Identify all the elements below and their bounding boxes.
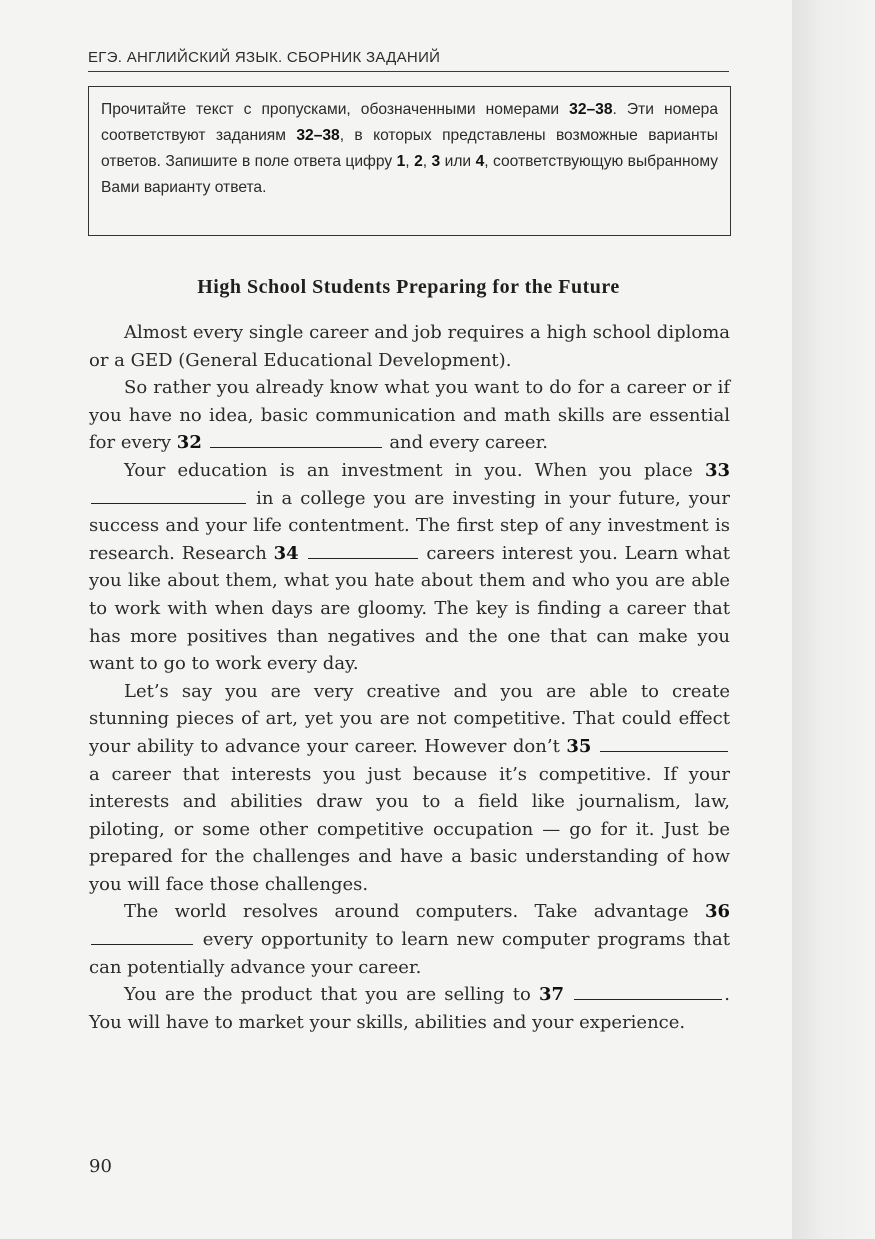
page-number: 90	[89, 1156, 112, 1177]
paragraph-text: Your education is an investment in you. When you place	[124, 459, 705, 481]
paragraph-text: Almost every single career and job requires a high school diploma or a GED (General Educational Development).	[89, 322, 730, 371]
paragraph-text: Let’s say you are very creative and you are able to create stunning pieces of art, yet you are not competitive. That could effect your ability to advance your career. However don’t	[89, 680, 730, 757]
answer-option: 2	[414, 153, 423, 170]
task-range: 32–38	[296, 127, 340, 144]
gap-number-37: 37	[539, 984, 565, 1006]
gap-blank-33	[91, 503, 246, 504]
gap-number-35: 35	[566, 735, 592, 757]
instruction-text: . Эти номера соответствуют заданиям	[101, 101, 718, 144]
instruction-text: , соответствующую выбранному Вами варианту ответа.	[101, 153, 719, 196]
gap-blank-34	[308, 558, 418, 559]
gap-blank-35	[600, 751, 728, 752]
answer-option: 3	[431, 153, 441, 170]
instruction-text: Прочитайте текст с пропусками, обозначенными номерами	[101, 101, 570, 118]
separator: или	[440, 153, 476, 170]
instruction-box	[88, 86, 731, 236]
paragraph	[89, 319, 730, 374]
paragraph	[89, 457, 730, 678]
separator: ,	[422, 153, 432, 170]
gap-blank-37	[574, 999, 722, 1000]
gap-blank-36	[91, 944, 193, 945]
paragraph	[89, 678, 730, 899]
gap-blank-32	[210, 447, 382, 448]
gap-number-32: 32	[176, 432, 202, 454]
task-range: 32–38	[569, 101, 613, 118]
paragraph	[89, 898, 730, 981]
paragraph-text: So rather you already know what you want to do for a career or if you have no idea, basic communication and math skills are essential for every	[89, 377, 730, 454]
answer-option: 4	[475, 153, 485, 170]
paragraph-text: a career that interests you just because it’s competitive. If your interests and abilities draw you to a field like journalism, law, piloting, or some other competitive occupation — go for it. Just be prepared for the challenges and have a basic understanding of how you will face those challenges.	[89, 763, 730, 895]
running-header: ЕГЭ. АНГЛИЙСКИЙ ЯЗЫК. СБОРНИК ЗАДАНИЙ	[88, 49, 441, 66]
paragraph	[89, 981, 730, 1036]
answer-option: 1	[396, 153, 406, 170]
paragraph-text: The world resolves around computers. Take advantage	[124, 901, 705, 923]
paragraph-text: You are the product that you are selling to	[124, 984, 540, 1006]
separator: ,	[405, 153, 415, 170]
instruction-text: , в которых представлены возможные варианты ответов. Запишите в поле ответа цифру	[101, 127, 719, 170]
gap-number-33: 33	[704, 459, 730, 481]
article-title: High School Students Preparing for the Future	[197, 276, 620, 298]
paragraph-text: careers interest you. Learn what you like about them, what you hate about them and who you are able to work with when days are gloomy. The key is finding a career that has more positives than negatives and the one that can make you want to go to work every day.	[89, 542, 730, 675]
paragraph-text: and every career.	[383, 432, 548, 454]
page-edge-shadow	[792, 0, 875, 1239]
paragraph-text: every opportunity to learn new computer programs that can potentially advance your career.	[89, 929, 730, 978]
gap-number-36: 36	[704, 901, 730, 923]
gap-number-34: 34	[273, 542, 299, 564]
article-body	[89, 319, 730, 1036]
paragraph-text: . You will have to market your skills, abilities and your experience.	[89, 984, 730, 1033]
paragraph-text: in a college you are investing in your future, your success and your life contentment. The first step of any investment is research. Research	[89, 487, 730, 564]
header-divider	[88, 71, 729, 72]
paragraph	[89, 374, 730, 457]
